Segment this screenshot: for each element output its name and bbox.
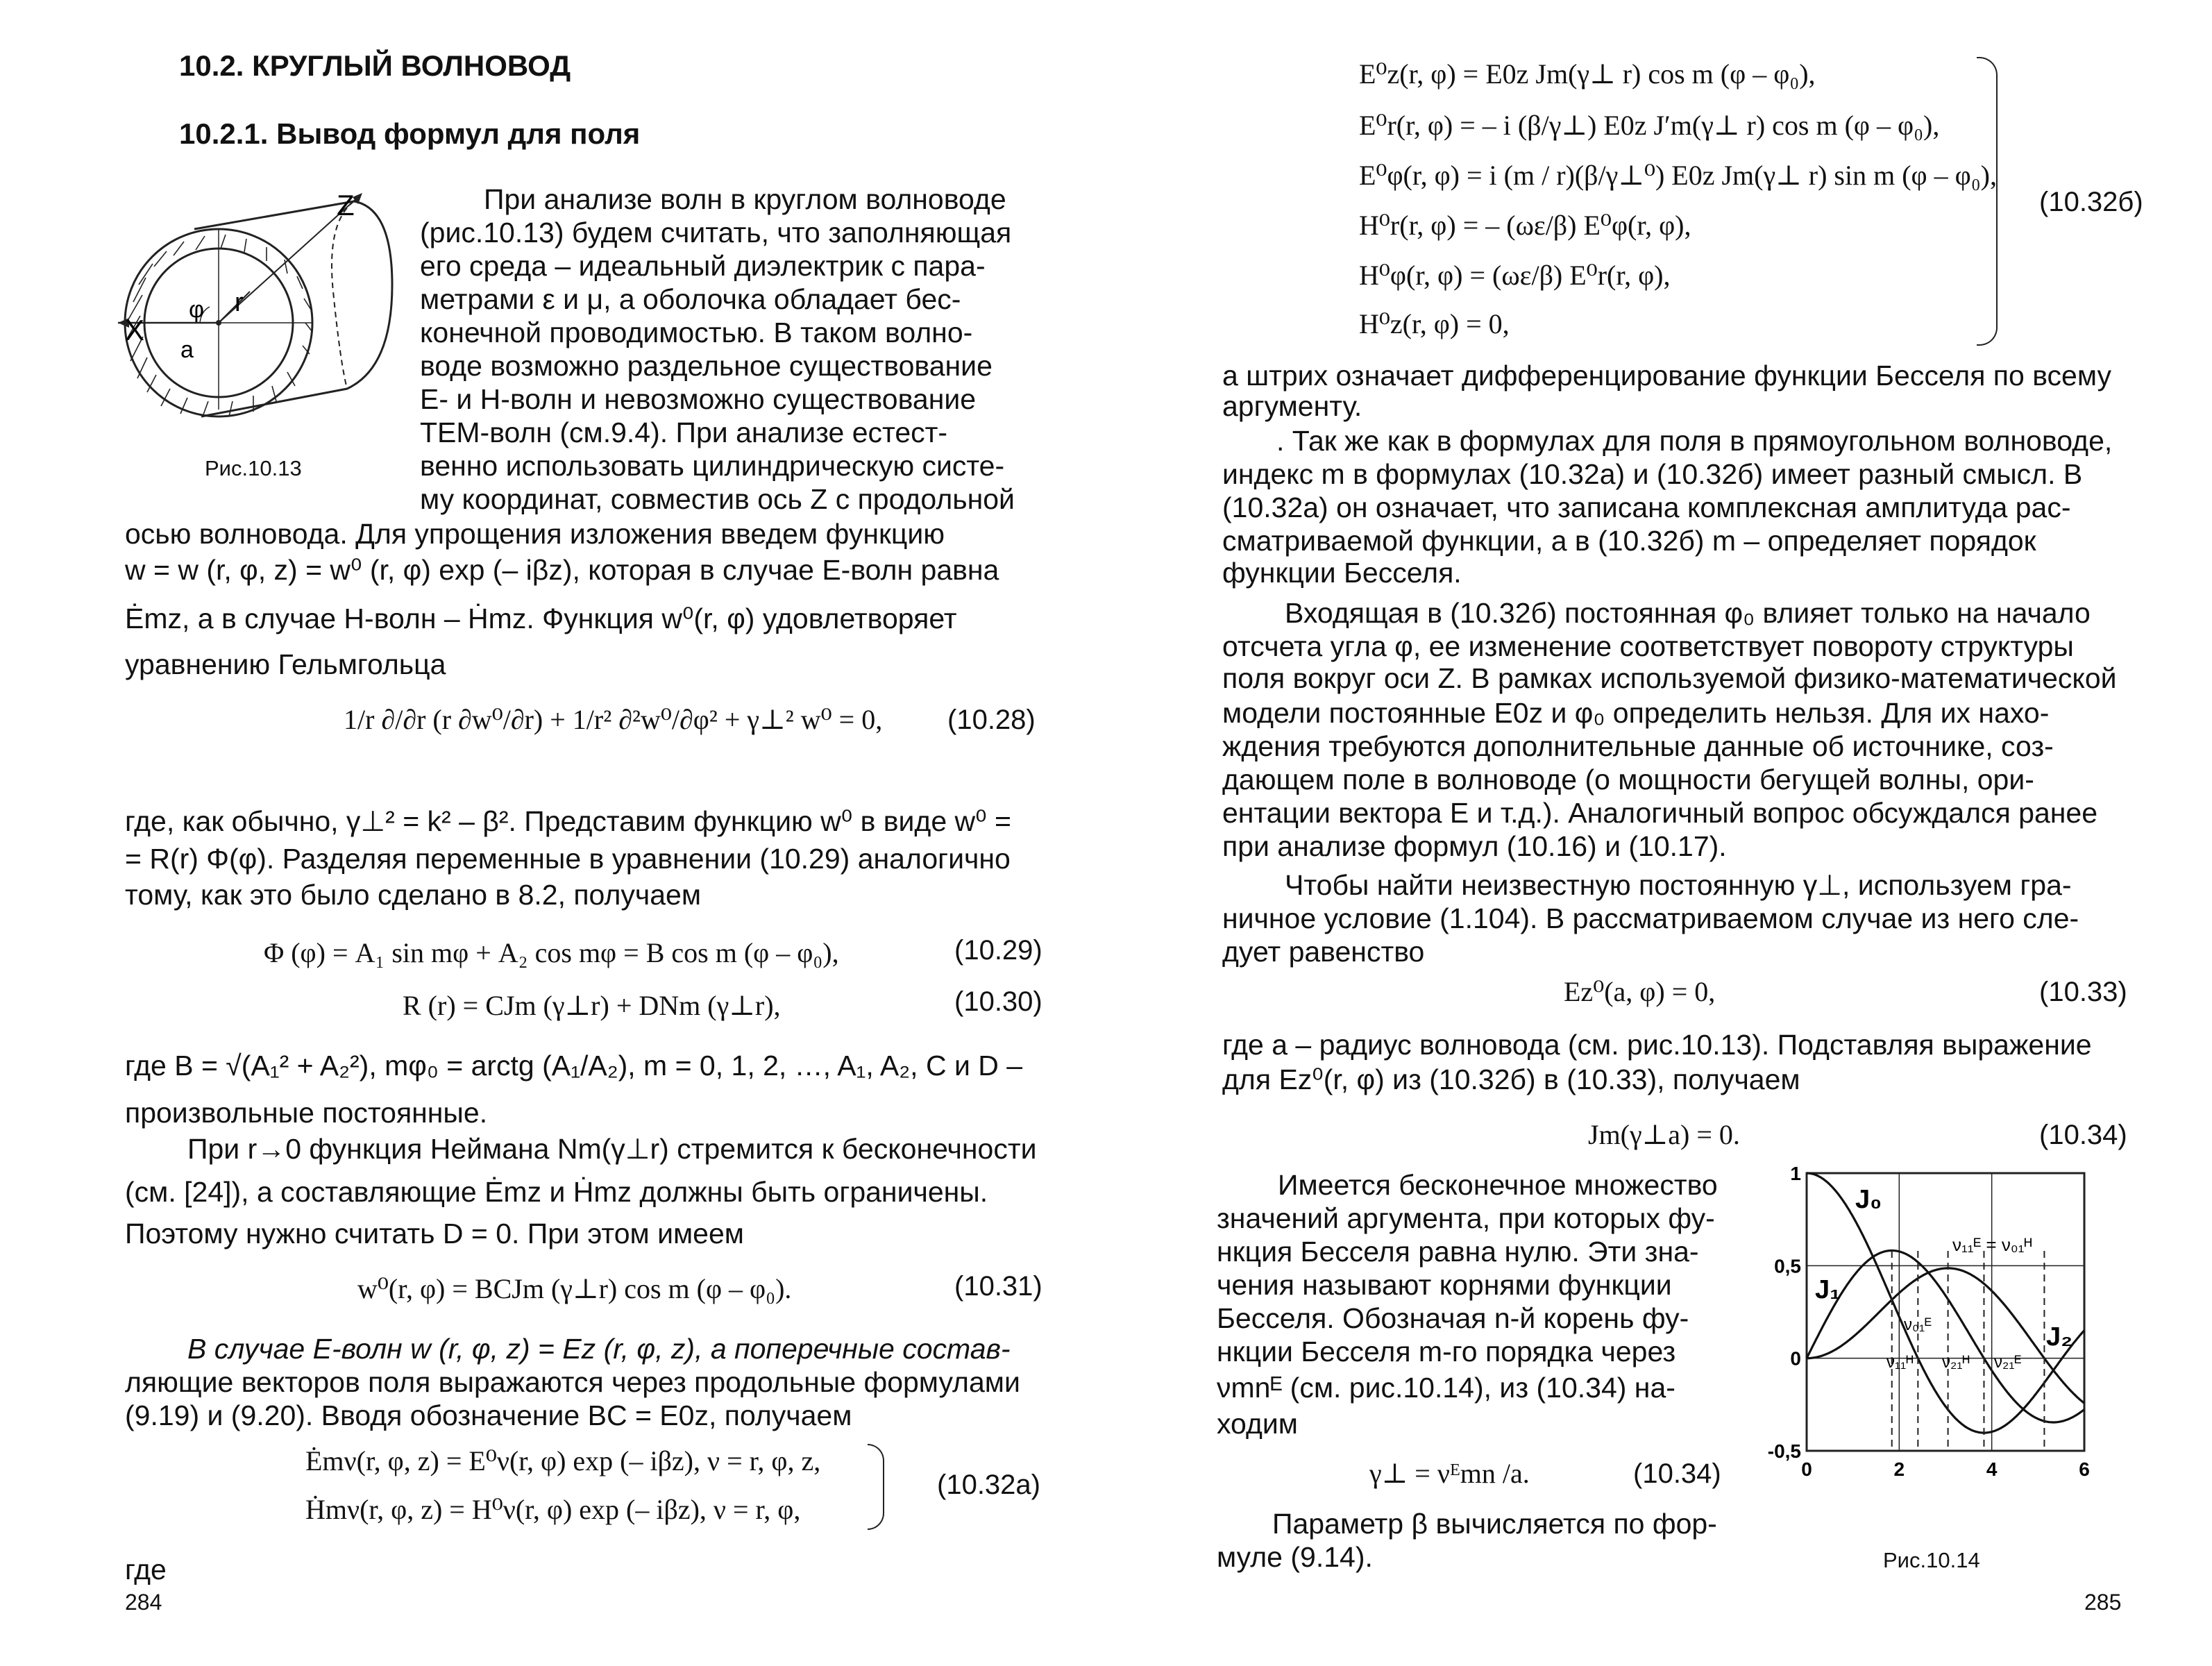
brace-10-32a — [868, 1444, 884, 1530]
page-number-right: 285 — [2084, 1590, 2122, 1615]
page-number-left: 284 — [125, 1590, 162, 1615]
series-line-j0 — [1807, 1173, 2084, 1433]
chart-annotation: ν₀₁ᴱ — [1904, 1315, 1932, 1334]
equation-number-10-30: (10.30) — [954, 986, 1042, 1017]
x-tick-label: 4 — [1986, 1458, 1998, 1480]
y-tick-label: 0,5 — [1774, 1255, 1801, 1277]
equation-10-34b: γ⊥ = νᴱmn /a. — [1369, 1458, 1530, 1489]
equation-10-30: R (r) = CJm (γ⊥r) + DNm (γ⊥r), — [403, 990, 781, 1021]
subsection-heading: 10.2.1. Вывод формул для поля — [179, 117, 641, 150]
equation-10-29: Φ (φ) = A₁ sin mφ + A₂ cos mφ = B cos m (φ – φ₀), — [264, 937, 839, 968]
left-page: 10.2. КРУГЛЫЙ ВОЛНОВОД 10.2.1. Вывод формул для поля Z X r φ a Рис.10.13 При анализе волн в круглом волноводе (рис.10.13) будем считать, что заполняющая его среда – идеальный диэлектрик с пара- метрами ε и μ, а оболочка обладает бес- конечной проводимостью. В таком волно- воде возможно раздельное существование E- и H-волн и невозможно существование TEM-волн (см.9.4). При анализе естест- венно использовать цилиндрическую систе- му координат, совместив ось Z с продольной осью волновода. Для упрощения изложения введем функцию w = w (r, φ, z) = w⁰ (r, φ) exp (– iβz), которая в случае E-волн равна Ėmz, а в случае H-волн – Ḣmz. Функция w⁰(r, φ) удовлетворяет уравнению Гельмгольца 1/r ∂/∂r (r ∂w⁰/∂r) + 1/r² ∂²w⁰/∂φ² + γ⊥² w⁰ = 0, (10.28) где, как обычно, γ⊥² = k² – β². Представим функцию w⁰ в виде w⁰ = = R(r) Φ(φ). Разделяя переменные в уравнении (10.29) аналогично тому, как это было сделано в 8.2, получаем Φ (φ) = A₁ sin mφ + A₂ cos mφ = B cos m (φ – φ₀), (10.29) R (r) = CJm (γ⊥r) + DNm (γ⊥r), (10.30) где B = √(A₁² + A₂²), mφ₀ = arctg (A₁/A₂), m = 0, 1, 2, …, A₁, A₂, C и D – произвольные постоянные. При r→0 функция Неймана Nm(γ⊥r) стремится к бесконечности (см. [24]), а составляющие Ėmz и Ḣmz должны быть ограничены. Поэтому нужно считать D = 0. При этом имеем w⁰(r, φ) = BCJm (γ⊥r) cos m (φ – φ₀). (10.31) В случае E-волн w (r, φ, z) = Ez (r, φ, z), а поперечные состав- ляющие векторов поля выражаются через продольные формулами (9.19) и (9.20). Вводя обозначение BC = E0z, получаем Ėmν(r, φ, z) = E⁰ν(r, φ) exp (– iβz), ν = r, φ, z, Ḣmν(r, φ, z) = H⁰ν(r, φ) exp (– iβz), ν = r, φ, (10.32а) где 284 — [0, 0, 1106, 1666]
chart-annotation: ν₁₁ᴱ = ν₀₁ᴴ — [1952, 1234, 2032, 1255]
equation-number-10-29: (10.29) — [954, 935, 1042, 966]
x-tick-label: 6 — [2079, 1458, 2090, 1480]
series-line-j2 — [1807, 1268, 2084, 1404]
label-r: r — [235, 288, 244, 317]
y-tick-label: -0,5 — [1767, 1440, 1801, 1462]
label-z: Z — [337, 189, 355, 221]
waveguide-figure — [118, 180, 423, 472]
equation-10-28: 1/r ∂/∂r (r ∂w⁰/∂r) + 1/r² ∂²w⁰/∂φ² + γ⊥² w⁰ = 0, — [344, 704, 883, 735]
right-page: E⁰z(r, φ) = E0z Jm(γ⊥ r) cos m (φ – φ₀), E⁰r(r, φ) = – i (β/γ⊥) E0z J′m(γ⊥ r) cos m (φ – φ₀), E⁰φ(r, φ) = i (m / r)(β/γ⊥⁰) E0z Jm(γ⊥ r) sin m (φ – φ₀), H⁰r(r, φ) = – (ωε/β) E⁰φ(r, φ), H⁰φ(r, φ) = (ωε/β) E⁰r(r, φ), H⁰z(r, φ) = 0, (10.32б) а штрих означает дифференцирование функции Бесселя по всему аргументу. . Так же как в формулах для поля в прямоугольном волноводе, индекс m в формулах (10.32а) и (10.32б) имеет разный смысл. В (10.32а) он означает, что записана комплексная амплитуда рас- сматриваемой функции, а в (10.32б) m – определяет порядок функции Бесселя. Входящая в (10.32б) постоянная φ₀ влияет только на начало отсчета угла φ, ее изменение соответствует повороту структуры поля вокруг оси Z. В рамках используемой физико-математической модели постоянные E0z и φ₀ определить нельзя. Для их нахо- ждения требуются дополнительные данные об источнике, соз- дающем поле в волноводе (о мощности бегущей волны, ори- ентации вектора E и т.д.). Аналогичный вопрос обсуждался ранее при анализе формул (10.16) и (10.17). Чтобы найти неизвестную постоянную γ⊥, используем гра- ничное условие (1.104). В рассматриваемом случае из него сле- дует равенство Ez⁰(a, φ) = 0, (10.33) где a – радиус волновода (см. рис.10.13). Подставляя выражение для Ez⁰(r, φ) из (10.32б) в (10.33), получаем Jm(γ⊥a) = 0. (10.34) Имеется бесконечное множество значений аргумента, при которых фу- нкция Бесселя равна нулю. Эти зна- чения называют корнями функции Бесселя. Обозначая n-й корень фу- нкции Бесселя m-го порядка через νmnᴱ (см. рис.10.14), из (10.34) на- ходим γ⊥ = νᴱmn /a. (10.34) Параметр β вычисляется по фор- муле (9.14). 0 2 4 6 1 0,5 0 -0,5 J₀ J₁ J₂ ν₁₁ᴱ = ν₀₁ᴴ ν₀₁ᴱ ν₁₁ᴴ ν₂₁ᴴ ν₂₁ᴱ Рис.10.14 285 — [1217, 58, 2143, 1615]
tail-text: где — [125, 1554, 167, 1585]
chart-annotation: J₀ — [1855, 1185, 1882, 1214]
y-tick-label: 0 — [1790, 1347, 1801, 1370]
brace-10-32b — [1977, 57, 1998, 346]
label-x: X — [125, 314, 145, 346]
series-line-j1 — [1807, 1251, 2084, 1423]
equation-10-32a-line-1: Ėmν(r, φ, z) = E⁰ν(r, φ) exp (– iβz), ν = r, φ, z, — [305, 1445, 821, 1476]
label-a: a — [180, 337, 194, 363]
equation-number-10-28: (10.28) — [947, 705, 1036, 735]
equation-number-10-31: (10.31) — [954, 1271, 1042, 1302]
x-tick-label: 0 — [1801, 1458, 1812, 1480]
figure-caption-10-14: Рис.10.14 — [1883, 1548, 1980, 1572]
equation-10-34: Jm(γ⊥a) = 0. — [1588, 1119, 1740, 1150]
section-heading: 10.2. КРУГЛЫЙ ВОЛНОВОД — [179, 49, 571, 82]
equation-number-10-33: (10.33) — [2039, 977, 2127, 1007]
equation-number-10-32b: (10.32б) — [2039, 187, 2143, 217]
chart-frame — [1807, 1173, 2084, 1451]
figure-caption-10-13: Рис.10.13 — [205, 456, 302, 480]
bessel-chart — [1751, 1152, 2119, 1541]
equation-10-31: w⁰(r, φ) = BCJm (γ⊥r) cos m (φ – φ₀). — [357, 1273, 792, 1304]
chart-annotation: ν₁₁ᴴ — [1886, 1353, 1914, 1372]
equation-number-10-34: (10.34) — [2039, 1120, 2127, 1150]
chart-annotation: J₂ — [2046, 1322, 2073, 1352]
y-tick-label: 1 — [1790, 1163, 1801, 1184]
chart-annotation: ν₂₁ᴱ — [1994, 1353, 2022, 1372]
equation-number-10-34b: (10.34) — [1633, 1458, 1721, 1489]
chart-annotation: ν₂₁ᴴ — [1942, 1353, 1970, 1372]
equation-number-10-32a: (10.32а) — [937, 1470, 1040, 1500]
equation-10-33: Ez⁰(a, φ) = 0, — [1564, 976, 1716, 1007]
x-tick-label: 2 — [1893, 1458, 1905, 1480]
chart-annotation: J₁ — [1815, 1275, 1841, 1304]
equation-10-32a-line-2: Ḣmν(r, φ, z) = H⁰ν(r, φ) exp (– iβz), ν = r, φ, — [305, 1494, 801, 1525]
label-phi: φ — [189, 296, 205, 323]
